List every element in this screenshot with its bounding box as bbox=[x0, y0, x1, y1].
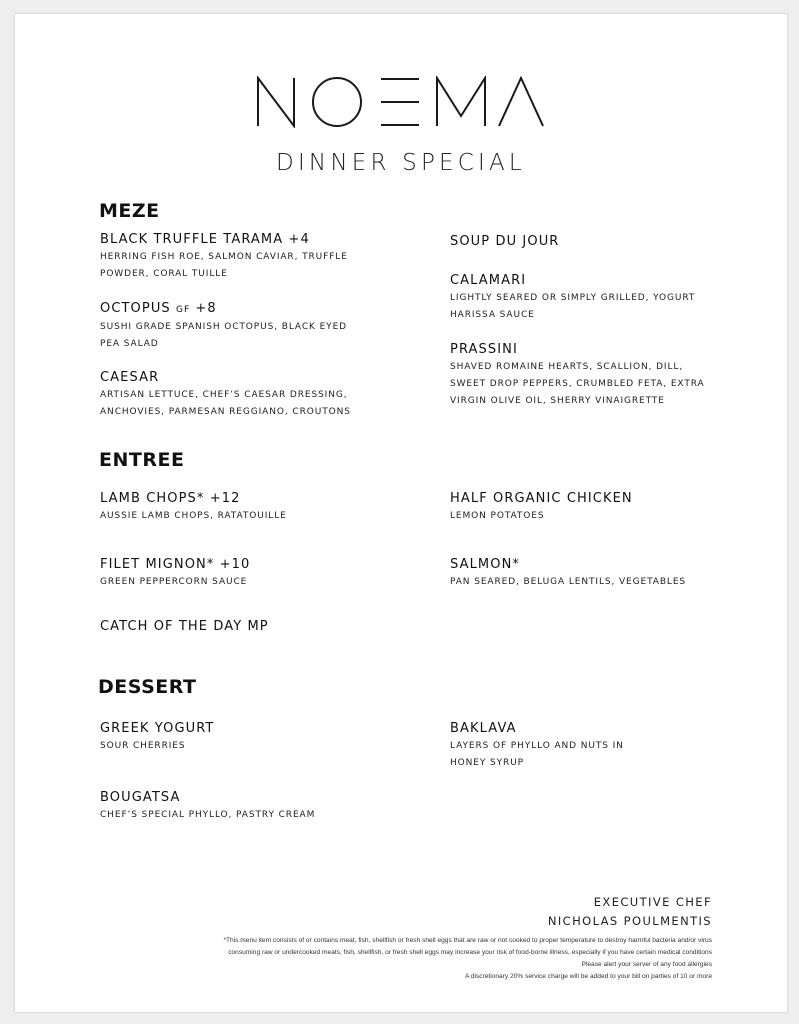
menu-item bbox=[100, 370, 390, 421]
menu-item bbox=[100, 491, 380, 525]
footnote-line: consuming raw or undercooked meats, fish, shellfish, or fresh shell eggs may increase your risk of food-borne illness, especially if you have certain medical conditions bbox=[228, 949, 712, 956]
item-description: GREEN PEPPERCORN SAUCE bbox=[100, 577, 248, 587]
menu-item bbox=[100, 790, 400, 824]
footnote-line: Please alert your server of any food allergies bbox=[581, 961, 712, 968]
brand-logo bbox=[15, 76, 787, 132]
item-name: CATCH OF THE DAY MP bbox=[100, 619, 269, 634]
menu-item bbox=[100, 557, 380, 591]
menu-item bbox=[100, 619, 380, 635]
item-description: SHAVED ROMAINE HEARTS, SCALLION, DILL, SWEET DROP PEPPERS, CRUMBLED FETA, EXTRA VIRGIN OLIVE OIL, SHERRY VINAIGRETTE bbox=[450, 362, 705, 406]
menu-footnote bbox=[72, 935, 712, 983]
menu-page bbox=[14, 13, 788, 1013]
item-name: CAESAR bbox=[100, 370, 160, 385]
item-name: HALF ORGANIC CHICKEN bbox=[450, 491, 633, 506]
item-name: SOUP DU JOUR bbox=[450, 234, 560, 249]
item-description: LAYERS OF PHYLLO AND NUTS IN HONEY SYRUP bbox=[450, 741, 624, 768]
item-name: BOUGATSA bbox=[100, 790, 181, 805]
menu-item bbox=[100, 232, 360, 283]
item-name: BLACK TRUFFLE TARAMA +4 bbox=[100, 232, 310, 247]
chef-title: EXECUTIVE CHEF bbox=[593, 895, 712, 909]
menu-item bbox=[450, 491, 750, 525]
menu-item bbox=[450, 234, 710, 250]
menu-item bbox=[100, 301, 350, 353]
item-description: PAN SEARED, BELUGA LENTILS, VEGETABLES bbox=[450, 577, 687, 587]
gluten-free-tag: GF bbox=[176, 305, 191, 315]
section-title-meze: MEZE bbox=[99, 200, 160, 222]
section-title-dessert: DESSERT bbox=[98, 676, 197, 698]
item-description: SUSHI GRADE SPANISH OCTOPUS, BLACK EYED PEA SALAD bbox=[100, 322, 347, 349]
footnote-line: *This menu item consists of or contains meat, fish, shellfish or fresh shell eggs that are raw or not cooked to proper temperature to destroy harmful bacteria and/or virus bbox=[223, 937, 712, 944]
item-description: CHEF’S SPECIAL PHYLLO, PASTRY CREAM bbox=[100, 810, 316, 820]
item-description: AUSSIE LAMB CHOPS, RATATOUILLE bbox=[100, 511, 287, 521]
chef-name: NICHOLAS POULMENTIS bbox=[547, 914, 712, 928]
item-name: LAMB CHOPS* +12 bbox=[100, 491, 241, 506]
item-name: GREEK YOGURT bbox=[100, 721, 215, 736]
menu-item bbox=[100, 721, 380, 755]
item-description: LEMON POTATOES bbox=[450, 511, 545, 521]
item-name: PRASSINI bbox=[450, 342, 518, 357]
menu-item bbox=[450, 273, 710, 324]
menu-item bbox=[450, 342, 710, 410]
footnote-line: A discretionary 20% service charge will be added to your bill on parties of 10 or more bbox=[464, 973, 712, 980]
section-title-entree: ENTREE bbox=[99, 449, 185, 471]
item-description: SOUR CHERRIES bbox=[100, 741, 186, 751]
item-price: +8 bbox=[195, 301, 217, 316]
brand-logo-mark bbox=[256, 76, 546, 128]
item-name bbox=[100, 301, 350, 318]
item-description: LIGHTLY SEARED OR SIMPLY GRILLED, YOGURT HARISSA SAUCE bbox=[450, 293, 696, 320]
menu-item bbox=[450, 557, 750, 591]
menu-subtitle: DINNER SPECIAL bbox=[276, 150, 526, 176]
item-description: HERRING FISH ROE, SALMON CAVIAR, TRUFFLE POWDER, CORAL TUILLE bbox=[100, 252, 348, 279]
item-name: FILET MIGNON* +10 bbox=[100, 557, 251, 572]
item-description: ARTISAN LETTUCE, CHEF’S CAESAR DRESSING, ANCHOVIES, PARMESAN REGGIANO, CROUTONS bbox=[100, 390, 351, 417]
item-name: BAKLAVA bbox=[450, 721, 517, 736]
menu-item bbox=[450, 721, 650, 772]
item-name-main: OCTOPUS bbox=[100, 301, 171, 316]
item-name: CALAMARI bbox=[450, 273, 527, 288]
item-name: SALMON* bbox=[450, 557, 521, 572]
chef-credit bbox=[548, 893, 712, 931]
